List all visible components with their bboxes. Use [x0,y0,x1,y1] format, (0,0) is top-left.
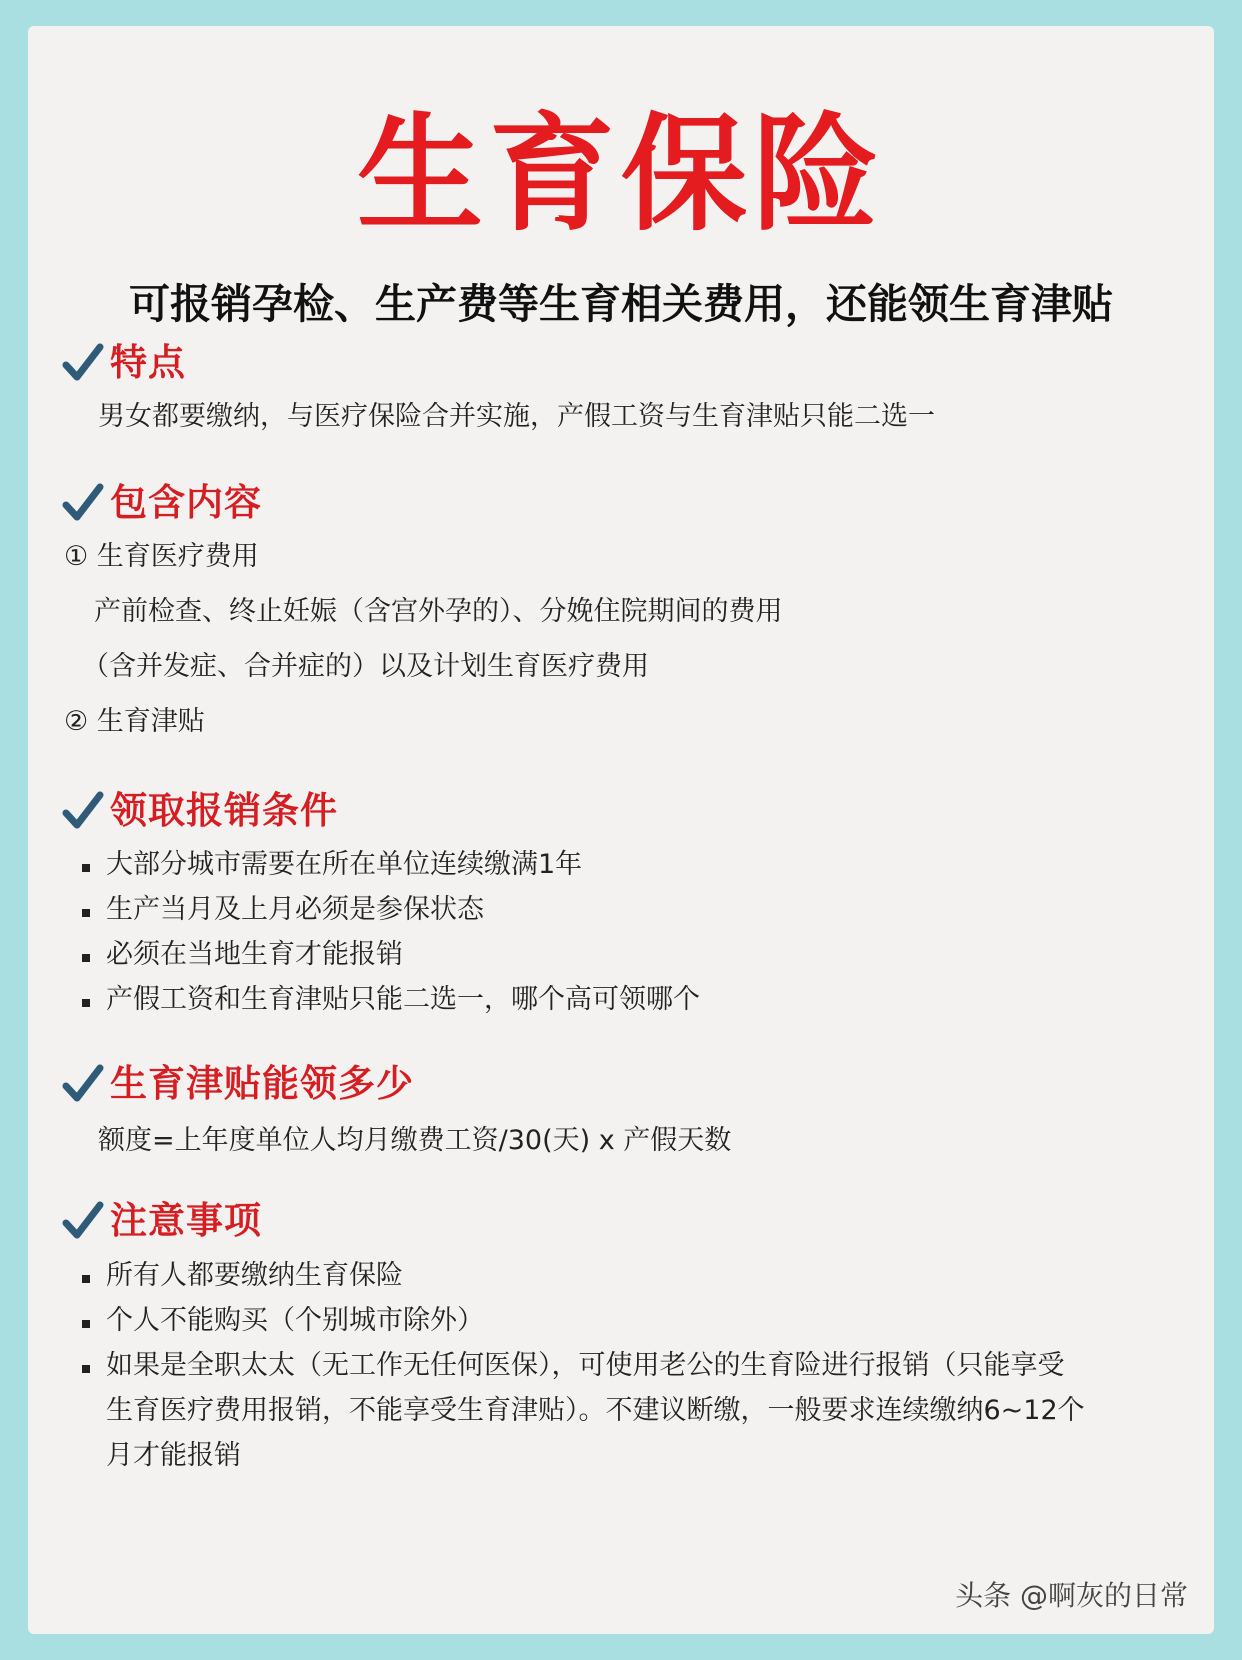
section-conditions-heading [62,783,338,839]
check-mark-icon [62,1062,104,1106]
section-allowance-heading [62,1056,414,1112]
bullet-marker [82,954,90,962]
conditions-item-2: 生产当月及上月必须是参保状态 [106,894,484,925]
page-subtitle: 可报销孕检、生产费等生育相关费用，还能领生育津贴 [129,280,1113,328]
features-text: 男女都要缴纳，与医疗保险合并实施，产假工资与生育津贴只能二选一 [98,401,935,432]
conditions-item-1: 大部分城市需要在所在单位连续缴满1年 [106,849,583,880]
conditions-item-4: 产假工资和生育津贴只能二选一，哪个高可领哪个 [106,984,700,1015]
bullet-marker [82,1365,90,1373]
contents-item-2: ② 生育津贴 [64,706,205,737]
check-mark-icon [62,341,104,385]
section-allowance-title: 生育津贴能领多少 [110,1062,414,1105]
watermark-text: 头条 @啊灰的日常 [955,1579,1188,1612]
conditions-item-3: 必须在当地生育才能报销 [106,939,403,970]
notes-item-3-line-2: 生育医疗费用报销，不能享受生育津贴）。不建议断缴，一般要求连续缴纳6~12个 [106,1395,1085,1426]
bullet-marker [82,1275,90,1283]
bullet-marker [82,999,90,1007]
section-notes-title: 注意事项 [110,1199,262,1242]
section-contents-heading [62,475,262,531]
notes-item-2: 个人不能购买（个别城市除外） [106,1305,484,1336]
bullet-marker [82,909,90,917]
allowance-formula: 额度=上年度单位人均月缴费工资/30(天) x 产假天数 [98,1125,732,1156]
check-mark-icon [62,481,104,525]
bullet-marker [82,864,90,872]
contents-item-1-desc-line-1: 产前检查、终止妊娠（含宫外孕的）、分娩住院期间的费用 [94,596,783,627]
content-card [28,26,1214,1634]
check-mark-icon [62,789,104,833]
section-contents-title: 包含内容 [110,481,262,524]
notes-item-1: 所有人都要缴纳生育保险 [106,1260,403,1291]
notes-item-3-line-3: 月才能报销 [106,1440,241,1471]
contents-item-1: ① 生育医疗费用 [64,541,259,572]
section-features-heading [62,335,186,391]
section-conditions-title: 领取报销条件 [110,789,338,832]
contents-item-1-desc-line-2: （含并发症、合并症的）以及计划生育医疗费用 [82,651,649,682]
check-mark-icon [62,1199,104,1243]
section-features-title: 特点 [110,341,186,384]
notes-item-3-line-1: 如果是全职太太（无工作无任何医保），可使用老公的生育险进行报销（只能享受 [106,1350,1065,1381]
page-title: 生育保险 [357,101,885,248]
section-notes-heading [62,1193,262,1249]
bullet-marker [82,1320,90,1328]
